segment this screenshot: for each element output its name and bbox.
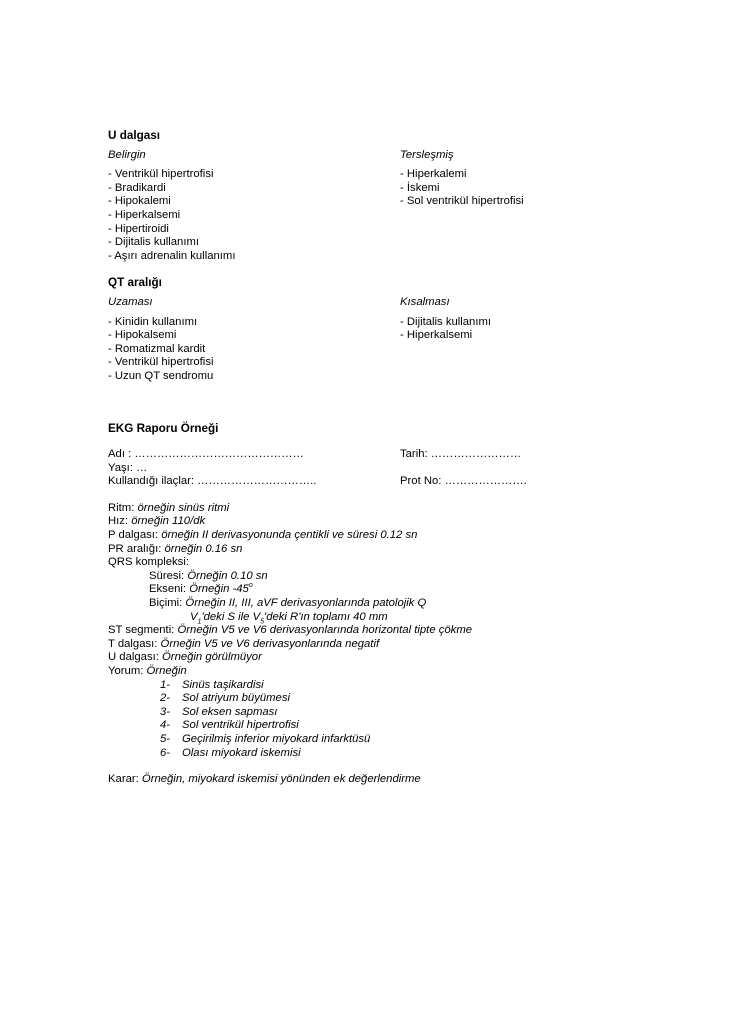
list-item: - Hipokalemi — [108, 195, 171, 208]
list-item: - Ventrikül hipertrofisi — [108, 356, 214, 369]
report-header-fields — [108, 448, 698, 489]
pr-interval-line — [108, 543, 698, 557]
item-number: 6- — [160, 746, 171, 759]
list-item — [108, 679, 698, 693]
report-title: EKG Raporu Örneği — [108, 421, 219, 435]
comment-label: Yorum: — [108, 665, 147, 677]
qrs-shape-continuation — [108, 611, 698, 625]
item-number: 3- — [160, 705, 171, 718]
date-field: Tarih: …………………… — [400, 448, 522, 461]
qrs-shape-label: Biçimi: — [149, 597, 186, 610]
u-wave-value: Örneğin görülmüyor — [162, 651, 262, 664]
item-text: Sol ventrikül hipertrofisi — [182, 719, 299, 732]
v1-sub: 1 — [197, 617, 202, 625]
report-header-left — [108, 448, 400, 489]
item-number: 1- — [160, 678, 171, 691]
item-text: Olası miyokard iskemisi — [182, 746, 301, 759]
u-wave-left-column — [108, 149, 400, 264]
t-wave-label: T dalgası: — [108, 637, 161, 650]
qrs-shape-line — [108, 597, 698, 611]
qrs-duration-value: Örneğin 0.10 sn — [187, 569, 268, 582]
rhythm-label: Ritm: — [108, 501, 138, 514]
blank-line — [400, 462, 698, 476]
t-wave-value: Örneğin V5 ve V6 derivasyonlarında negatif — [160, 637, 380, 650]
qt-title: QT aralığı — [108, 276, 162, 290]
u-wave-line — [108, 651, 698, 665]
qrs-axis-value: Örneğin -45 — [189, 583, 249, 596]
list-item: - Dijitalis kullanımı — [108, 236, 200, 249]
list-item: - Bradikardi — [108, 181, 166, 194]
list-item — [108, 692, 698, 706]
item-number: 5- — [160, 732, 171, 745]
rate-line — [108, 515, 698, 529]
rate-label: Hız: — [108, 515, 132, 528]
list-item — [108, 706, 698, 720]
v1-label: V — [190, 610, 198, 623]
shape-mid: 'deki S ile V — [201, 610, 261, 623]
report-header-right — [400, 448, 698, 489]
item-text: Sol eksen sapması — [182, 705, 278, 718]
qrs-axis-label: Ekseni: — [149, 583, 190, 596]
item-text: Geçirilmiş inferior miyokard infarktüsü — [182, 732, 371, 745]
list-item: - İskemi — [400, 181, 440, 194]
qrs-axis-line — [108, 583, 698, 597]
decision-line — [108, 773, 698, 787]
u-wave-columns — [108, 149, 698, 264]
v5-sub: 5 — [260, 617, 265, 625]
age-field: Yaşı: … — [108, 461, 148, 474]
item-number: 4- — [160, 719, 171, 732]
decision-value: Örneğin, miyokard iskemisi yönünden ek değerlendirme — [141, 773, 421, 786]
qt-left-heading: Uzaması — [108, 295, 153, 308]
pr-interval-value: örneğin 0.16 sn — [164, 542, 243, 555]
u-wave-title: U dalgası — [108, 129, 160, 142]
u-wave-label: U dalgası: — [108, 651, 163, 664]
qrs-label: QRS kompleksi: — [108, 556, 189, 569]
list-item — [108, 719, 698, 733]
u-wave-left-heading: Belirgin — [108, 148, 146, 161]
list-item — [108, 733, 698, 747]
st-segment-line — [108, 624, 698, 638]
list-item: - Romatizmal kardit — [108, 342, 206, 355]
item-text: Sinüs taşikardisi — [182, 678, 264, 691]
p-wave-label: P dalgası: — [108, 529, 162, 542]
st-segment-value: Örneğin V5 ve V6 derivasyonlarında horizontal tipte çökme — [177, 624, 473, 637]
list-item: - Sol ventrikül hipertrofisi — [400, 195, 524, 208]
list-item: - Hiperkalemi — [400, 168, 467, 181]
document-page — [108, 129, 698, 787]
pr-interval-label: PR aralığı: — [108, 542, 165, 555]
qt-columns — [108, 296, 698, 384]
list-item: - Aşırı adrenalin kullanımı — [108, 249, 236, 262]
qrs-shape-value: Örneğin II, III, aVF derivasyonlarında patolojik Q — [185, 597, 427, 610]
rate-value: örneğin 110/dk — [131, 515, 206, 528]
qrs-duration-line — [108, 570, 698, 584]
qt-right-heading: Kısalması — [400, 295, 450, 308]
item-number: 2- — [160, 692, 171, 705]
st-segment-label: ST segmenti: — [108, 624, 178, 637]
drugs-field: Kullandığı ilaçlar: ………………………….. — [108, 475, 317, 488]
qt-right-column — [400, 296, 698, 384]
list-item — [108, 747, 698, 761]
comment-line — [108, 665, 698, 679]
list-item: - Kinidin kullanımı — [108, 315, 198, 328]
comment-value: Örneğin — [146, 665, 187, 677]
u-wave-right-column — [400, 149, 698, 264]
prot-no-field: Prot No: …………………. — [400, 475, 527, 488]
list-item: - Hipertiroidi — [108, 222, 169, 235]
list-item: - Hiperkalsemi — [400, 329, 473, 342]
decision-label: Karar: — [108, 773, 142, 786]
p-wave-line — [108, 529, 698, 543]
list-item: - Dijitalis kullanımı — [400, 315, 492, 328]
degree-sup: o — [248, 582, 253, 590]
u-wave-right-heading: Tersleşmiş — [400, 148, 454, 161]
p-wave-value: örneğin II derivasyonunda çentikli ve süresi 0.12 sn — [161, 529, 418, 542]
rhythm-value: örneğin sinüs ritmi — [137, 501, 230, 514]
list-item: - Hipokalsemi — [108, 329, 177, 342]
list-item: - Hiperkalsemi — [108, 208, 181, 221]
t-wave-line — [108, 638, 698, 652]
item-text: Sol atriyum büyümesi — [182, 692, 290, 705]
list-item: - Ventrikül hipertrofisi — [108, 168, 214, 181]
qrs-duration-label: Süresi: — [149, 569, 188, 582]
name-field: Adı : ……………………………………… — [108, 448, 304, 461]
rhythm-line — [108, 502, 698, 516]
list-item: - Uzun QT sendromu — [108, 369, 214, 382]
qt-left-column — [108, 296, 400, 384]
shape-end: 'deki R'ın toplamı 40 mm — [264, 610, 388, 623]
